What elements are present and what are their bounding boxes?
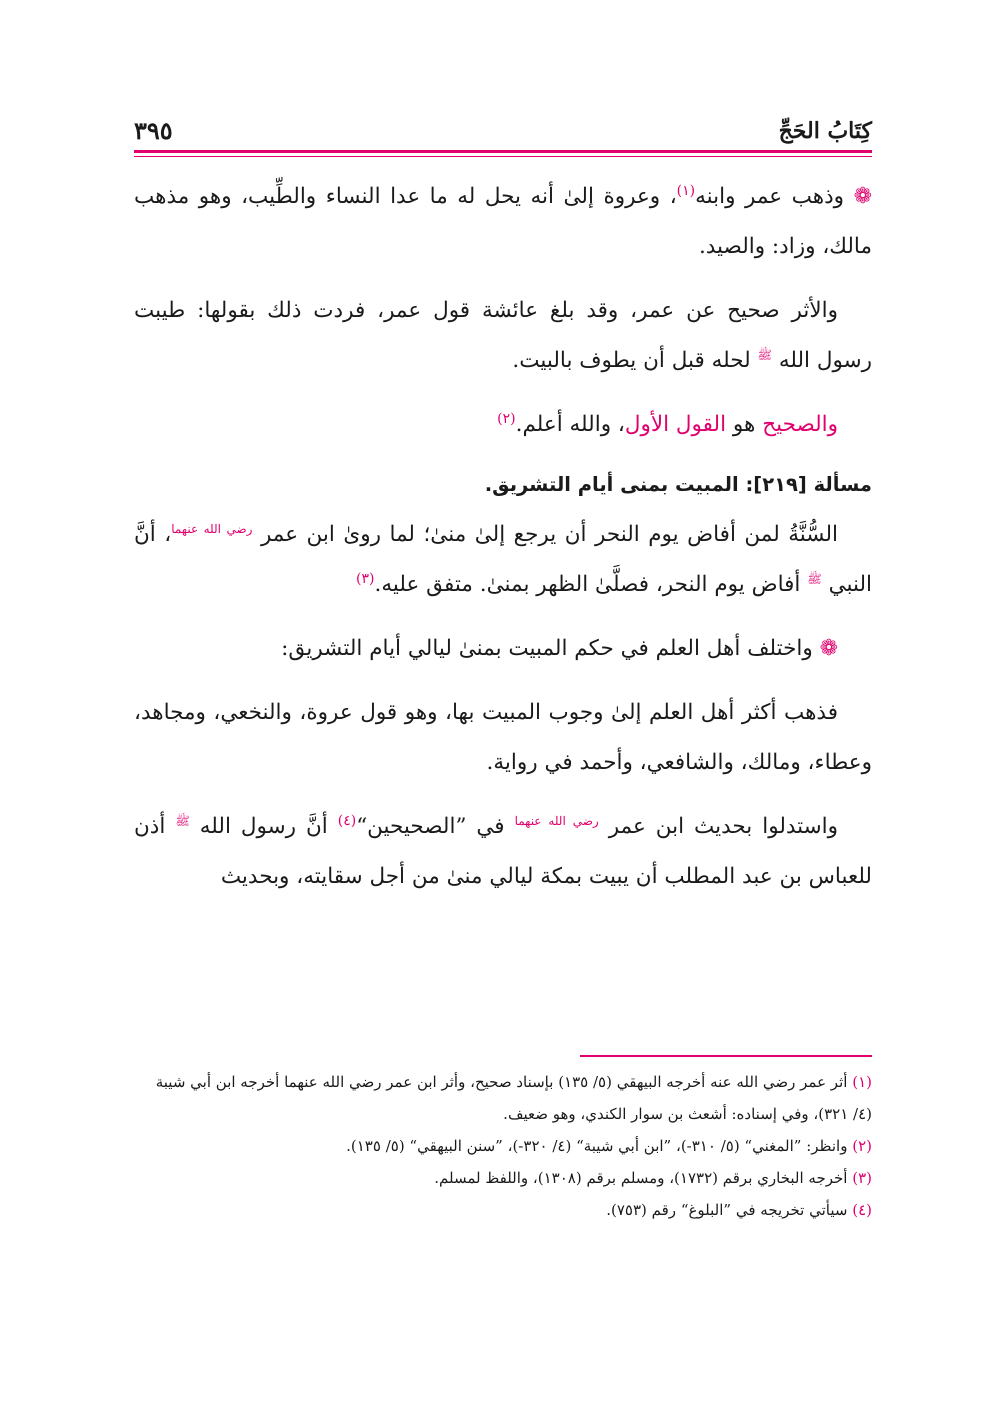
paragraph-1-text-a: وذهب عمر وابنه bbox=[695, 184, 845, 209]
paragraph-1-text-b: ، وعروة إلىٰ أنه يحل له ما عدا النساء والطِّيب، وهو مذهب مالك، وزاد: والصيد. bbox=[134, 184, 872, 259]
honorific-icon: رضي الله عنهما bbox=[171, 521, 253, 536]
footnote-number: (٢) bbox=[852, 1137, 872, 1155]
rosette-icon: ❁ bbox=[819, 636, 838, 661]
paragraph-4-text-c: أفاض يوم النحر، فصلَّىٰ الظهر بمنىٰ. متفق عليه. bbox=[374, 572, 801, 597]
paragraph-7-text-b: في ”الصحيحين“ bbox=[356, 814, 505, 839]
chapter-title: كِتَابُ الحَجِّ bbox=[778, 118, 872, 144]
footnote-text: أثر عمر رضي الله عنه أخرجه البيهقي (٥/ ١٣٥) بإسناد صحيح، وأثر ابن عمر رضي الله عنهما أخرجه ابن أبي شيبة (٤/ ٣٢١)، وفي إسناده: أشعث بن سوار الكندي، وهو ضعيف. bbox=[155, 1073, 872, 1123]
footnotes bbox=[134, 1066, 872, 1226]
footnote-number: (٤) bbox=[852, 1201, 872, 1219]
paragraph-4-text-a: السُّنَّةُ لمن أفاض يوم النحر أن يرجع إلىٰ منىٰ؛ لما روىٰ ابن عمر bbox=[260, 522, 838, 547]
paragraph-2-text-a: والأثر صحيح عن عمر، وقد بلغ عائشة قول عمر، فردت ذلك بقولها: طيبت رسول الله bbox=[134, 298, 872, 373]
honorific-icon: ﷺ bbox=[175, 813, 190, 828]
paragraph-6-text: فذهب أكثر أهل العلم إلىٰ وجوب المبيت بها، وهو قول عروة، والنخعي، ومجاهد، وعطاء، ومالك، والشافعي، وأحمد في رواية. bbox=[134, 700, 872, 775]
footnote-rule bbox=[580, 1055, 872, 1057]
footnote-4 bbox=[134, 1194, 872, 1226]
paragraph-3-text-b: هو bbox=[732, 412, 756, 437]
paragraph-5 bbox=[134, 624, 872, 674]
header-rule-thick bbox=[134, 150, 872, 153]
footnote-3 bbox=[134, 1162, 872, 1194]
page-header bbox=[134, 116, 872, 146]
honorific-icon: ﷺ bbox=[757, 347, 773, 362]
paragraph-6 bbox=[134, 688, 872, 788]
main-text bbox=[134, 172, 872, 902]
paragraph-7 bbox=[134, 802, 872, 902]
footnote-1 bbox=[134, 1066, 872, 1130]
paragraph-7-text-d: أذن للعباس بن عبد المطلب أن يبيت بمكة ليالي منىٰ من أجل سقايته، وبحديث bbox=[134, 814, 872, 889]
footnote-text: أخرجه البخاري برقم (١٧٣٢)، ومسلم برقم (١٣٠٨)، واللفظ لمسلم. bbox=[434, 1169, 848, 1187]
emphasis-sahih: والصحيح bbox=[762, 412, 838, 437]
footnote-ref-3[interactable]: (٣) bbox=[356, 570, 375, 587]
footnote-ref-2[interactable]: (٢) bbox=[497, 410, 516, 427]
paragraph-3 bbox=[134, 400, 872, 450]
footnote-ref-4[interactable]: (٤) bbox=[337, 812, 357, 829]
paragraph-5-text: واختلف أهل العلم في حكم المبيت بمنىٰ ليالي أيام التشريق: bbox=[281, 636, 813, 661]
honorific-icon: رضي الله عنهما bbox=[514, 813, 599, 828]
paragraph-3-text-d: ، والله أعلم. bbox=[515, 412, 625, 437]
footnote-2 bbox=[134, 1130, 872, 1162]
issue-heading bbox=[134, 460, 872, 510]
footnote-number: (١) bbox=[852, 1073, 872, 1091]
paragraph-7-text-a: واستدلوا بحديث ابن عمر bbox=[608, 814, 839, 839]
honorific-icon: ﷺ bbox=[807, 571, 822, 586]
footnote-ref-1[interactable]: (١) bbox=[676, 182, 696, 199]
footnote-text: وانظر: ”المغني“ (٥/ ٣١٠-)، ”ابن أبي شيبة“ (٤/ ٣٢٠-)، ”سنن البيهقي“ (٥/ ١٣٥). bbox=[346, 1137, 848, 1155]
header-rule-thin bbox=[134, 156, 872, 157]
footnote-number: (٣) bbox=[852, 1169, 872, 1187]
paragraph-4 bbox=[134, 510, 872, 610]
rosette-icon: ❁ bbox=[853, 184, 872, 209]
paragraph-7-text-c: أنَّ رسول الله bbox=[199, 814, 328, 839]
paragraph-1 bbox=[134, 172, 872, 272]
issue-label: مسألة [٢١٩]: bbox=[745, 473, 872, 496]
issue-title: المبيت بمنى أيام التشريق. bbox=[484, 473, 739, 496]
emphasis-first-view: القول الأول bbox=[624, 412, 727, 437]
paragraph-2 bbox=[134, 286, 872, 386]
footnote-text: سيأتي تخريجه في ”البلوغ“ رقم (٧٥٣). bbox=[606, 1201, 848, 1219]
paragraph-4-text-b: ، أنَّ النبي bbox=[134, 522, 872, 597]
page-number: ٣٩٥ bbox=[134, 116, 173, 145]
paragraph-2-text-b: لحله قبل أن يطوف بالبيت. bbox=[512, 348, 751, 373]
